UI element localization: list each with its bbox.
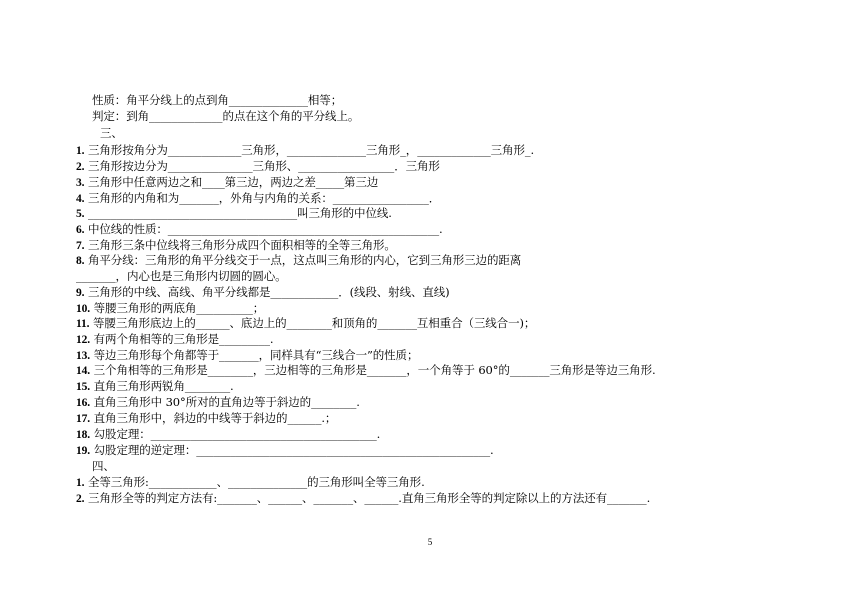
item-4-1: 1. 全等三角形:____________、______________的三角形叫全等三角形. bbox=[76, 475, 425, 489]
item-3-7: 7. 三角形三条中位线将三角形分成四个面积相等的全等三角形。 bbox=[76, 238, 396, 252]
item-3-18: 18. 勾股定理：________________________________________. bbox=[76, 427, 381, 441]
item-4-2: 2. 三角形全等的判定方法有:_______、______、_______、______.直角三角形全等的判定除以上的方法还有_______. bbox=[76, 491, 651, 505]
item-3-1: 1. 三角形按角分为_____________三角形，______________三角形_，_____________三角形_. bbox=[76, 143, 535, 157]
item-3-2: 2. 三角形按边分为_______________三角形、_________________．三角形 bbox=[76, 159, 440, 173]
property-line: 性质：角平分线上的点到角______________相等； bbox=[92, 93, 343, 107]
item-3-14: 14. 三个角相等的三角形是________，三边相等的三角形是_______，一个角等于 60°的_______三角形是等边三角形. bbox=[76, 363, 656, 377]
item-3-3: 3. 三角形中任意两边之和____第三边，两边之差_____第三边 bbox=[76, 175, 379, 189]
item-3-17: 17. 直角三角形中，斜边的中线等于斜边的______.； bbox=[76, 411, 337, 425]
item-3-12: 12. 有两个角相等的三角形是_________. bbox=[76, 332, 274, 346]
item-3-8-continued: _______，内心也是三角形内切圆的圆心。 bbox=[76, 269, 287, 283]
item-3-6: 6. 中位线的性质：________________________________________________. bbox=[76, 222, 443, 236]
item-3-19: 19. 勾股定理的逆定理：____________________________________________________. bbox=[76, 443, 494, 457]
section-heading-3: 三、 bbox=[100, 126, 123, 140]
item-3-13: 13. 等边三角形每个角都等于_______，同样具有“三线合一”的性质； bbox=[76, 348, 419, 362]
criterion-line: 判定：到角_____________的点在这个角的平分线上。 bbox=[92, 109, 360, 123]
section-heading-4: 四、 bbox=[92, 459, 115, 473]
item-3-11: 11. 等腰三角形底边上的______、底边上的________和顶角的_______互相重合（三线合一)； bbox=[76, 316, 536, 330]
item-3-9: 9. 三角形的中线、高线、角平分线都是____________．(线段、射线、直线) bbox=[76, 285, 450, 299]
item-3-10: 10. 等腰三角形的两底角__________； bbox=[76, 301, 265, 315]
item-3-15: 15. 直角三角形两锐角________. bbox=[76, 379, 234, 393]
item-3-16: 16. 直角三角形中 30°所对的直角边等于斜边的________. bbox=[76, 395, 360, 409]
item-3-5: 5. _____________________________________叫三角形的中位线. bbox=[76, 206, 392, 220]
page-number: 5 bbox=[427, 537, 433, 547]
item-3-8: 8. 角平分线：三角形的角平分线交于一点，这点叫三角形的内心，它到三角形三边的距离 bbox=[76, 253, 522, 267]
item-3-4: 4. 三角形的内角和为_______，外角与内角的关系：_________________． bbox=[76, 191, 441, 205]
